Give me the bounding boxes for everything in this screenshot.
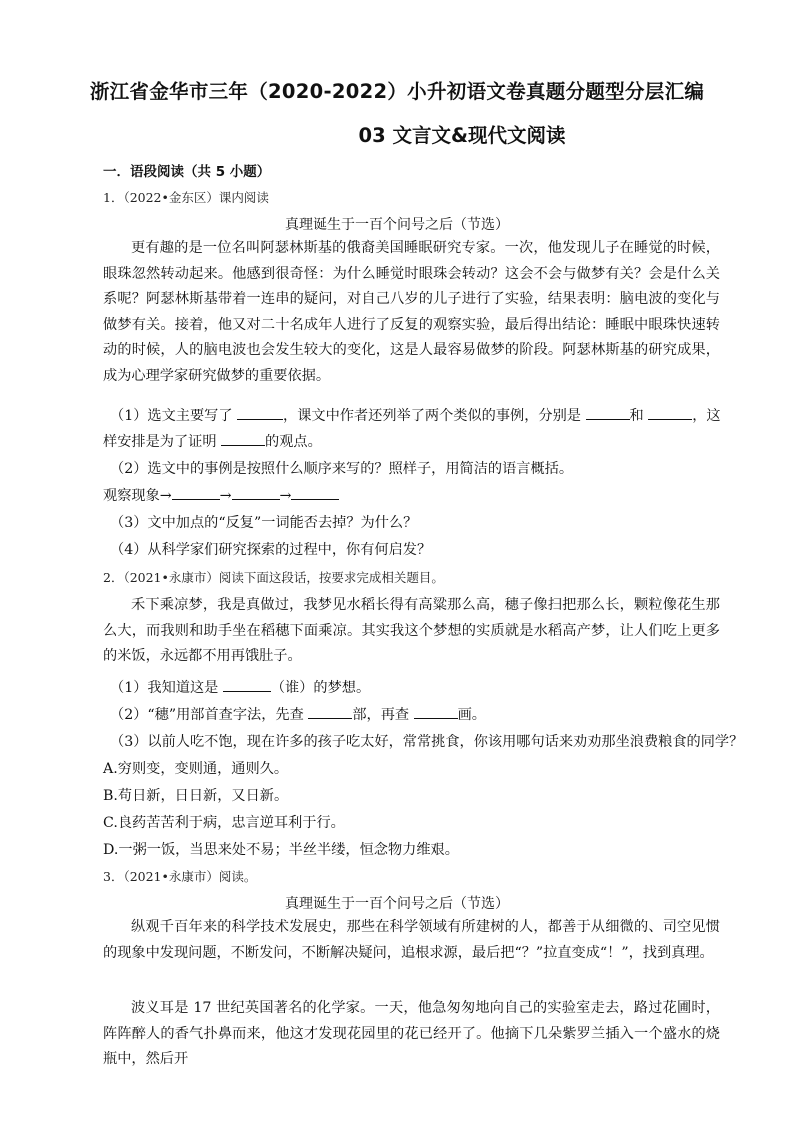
q1-sub1-text-e: 样安排是为了证明 [103,434,217,450]
q1-sub1-line2 [103,431,322,451]
q3-source: 3．（2021•永康市）阅读。 [103,869,257,884]
q3-paragraph-2: 波义耳是 17 世纪英国著名的化学家。一天，他急匆匆地向自己的实验室走去，路过花圃时，阵阵醉人的香气扑鼻而来，他这才发现花园里的花已经开了。他摘下几朵紫罗兰插入一个盛水的烧瓶中，然后开 [103,1000,720,1068]
q2-option-c[interactable]: C.良药苦苦利于病，忠言逆耳利于行。 [103,815,345,831]
q2-sub2-text-c: 画。 [457,707,486,723]
q1-sub4: （4）从科学家们研究探索的过程中，你有何启发？ [110,542,432,558]
q1-sub1-blank-4[interactable] [221,431,265,446]
q1-sub1-line1 [110,405,721,425]
q2-option-d[interactable]: D.一粥一饭，当思来处不易；半丝半缕，恒念物力维艰。 [103,842,459,858]
q2-passage: 禾下乘凉梦，我是真做过，我梦见水稻长得有高粱那么高，穗子像扫把那么长，颗粒像花生那么大，而我则和助手坐在稻穗下面乘凉。其实我这个梦想的实质就是水稻高产梦，让人们吃上更多的米饭，永远都不用再饿肚子。 [103,597,720,665]
q1-flow-blank-1[interactable] [172,485,220,500]
q2-sub2 [110,704,486,724]
document-subtitle: 03 文言文&现代文阅读 [358,124,566,147]
q1-sub1-blank-2[interactable] [586,405,630,420]
q1-sub1-text-b: ，课文中作者还列举了两个类似的事例，分别是 [283,408,581,424]
q1-source: 1．（2022•金东区）课内阅读 [103,190,269,205]
q2-source: 2．（2021•永康市）阅读下面这段话，按要求完成相关题目。 [103,570,444,585]
section-heading: 一．语段阅读（共 5 小题） [103,164,271,180]
q2-sub2-blank-1[interactable] [308,704,352,719]
arrow-icon: → [219,488,232,504]
arrow-icon: → [159,488,172,504]
q3-passage-title: 真理诞生于一百个问号之后（节选） [285,896,509,912]
q1-passage-title: 真理诞生于一百个问号之后（节选） [285,217,509,233]
q1-sub2: （2）选文中的事例是按照什么顺序来写的？照样子，用简洁的语言概括。 [110,461,574,477]
q2-sub2-text-a: （2）“穗”用部首查字法，先查 [110,707,304,723]
q1-passage: 更有趣的是一位名叫阿瑟林斯基的俄裔美国睡眠研究专家。一次，他发现儿子在睡觉的时候，眼珠忽然转动起来。他感到很奇怪：为什么睡觉时眼珠会转动？这会不会与做梦有关？会是什么关系呢？阿瑟林斯基带着一连串的疑问，对自己八岁的儿子进行了实验，结果表明：脑电波的变化与做梦有关。接着，他又对二十名成年人进行了反复的观察实验，最后得出结论：睡眠中眼珠快速转动的时候，人的脑电波也会发生较大的变化，这是人最容易做梦的阶段。阿瑟林斯基的研究成果，成为心理学家研究做梦的重要依据。 [103,240,720,384]
q1-sub1-text-f: 的观点。 [265,434,322,450]
q1-flow [103,485,339,505]
q1-flow-blank-3[interactable] [291,485,339,500]
q1-sub1-blank-3[interactable] [648,405,692,420]
document-title: 浙江省金华市三年（2020-2022）小升初语文卷真题分题型分层汇编 [89,80,705,103]
q2-sub1-blank[interactable] [223,677,271,692]
q2-sub2-text-b: 部，再查 [352,707,410,723]
q2-option-b[interactable]: B.苟日新，日日新，又日新。 [103,788,289,804]
q2-sub3: （3）以前人吃不饱，现在许多的孩子吃太好，常常挑食，你该用哪句话来劝劝那坐浪费粮食的同学？ [110,734,744,750]
q1-flow-start: 观察现象 [103,488,160,504]
q1-sub1-text-a: （1）选文主要写了 [110,408,233,424]
q2-sub1-text-b: （谁）的梦想。 [270,680,371,696]
q1-sub1-text-d: ，这 [692,408,721,424]
arrow-icon: → [279,488,292,504]
q1-sub3: （3）文中加点的“反复”一词能否去掉？为什么？ [110,515,418,531]
q1-sub1-text-c: 和 [629,408,644,424]
q2-option-a[interactable]: A.穷则变，变则通，通则久。 [103,761,289,777]
q2-sub1 [110,677,370,697]
q3-paragraph-1: 纵观千百年来的科学技术发展史，那些在科学领域有所建树的人，都善于从细微的、司空见惯的现象中发现问题，不断发问，不断解决疑问，追根求源，最后把“？”拉直变成“！”，找到真理。 [103,919,720,961]
q2-sub2-blank-2[interactable] [414,704,458,719]
q1-flow-blank-2[interactable] [232,485,280,500]
q2-sub1-text-a: （1）我知道这是 [110,680,219,696]
q1-sub1-blank-1[interactable] [237,405,283,420]
